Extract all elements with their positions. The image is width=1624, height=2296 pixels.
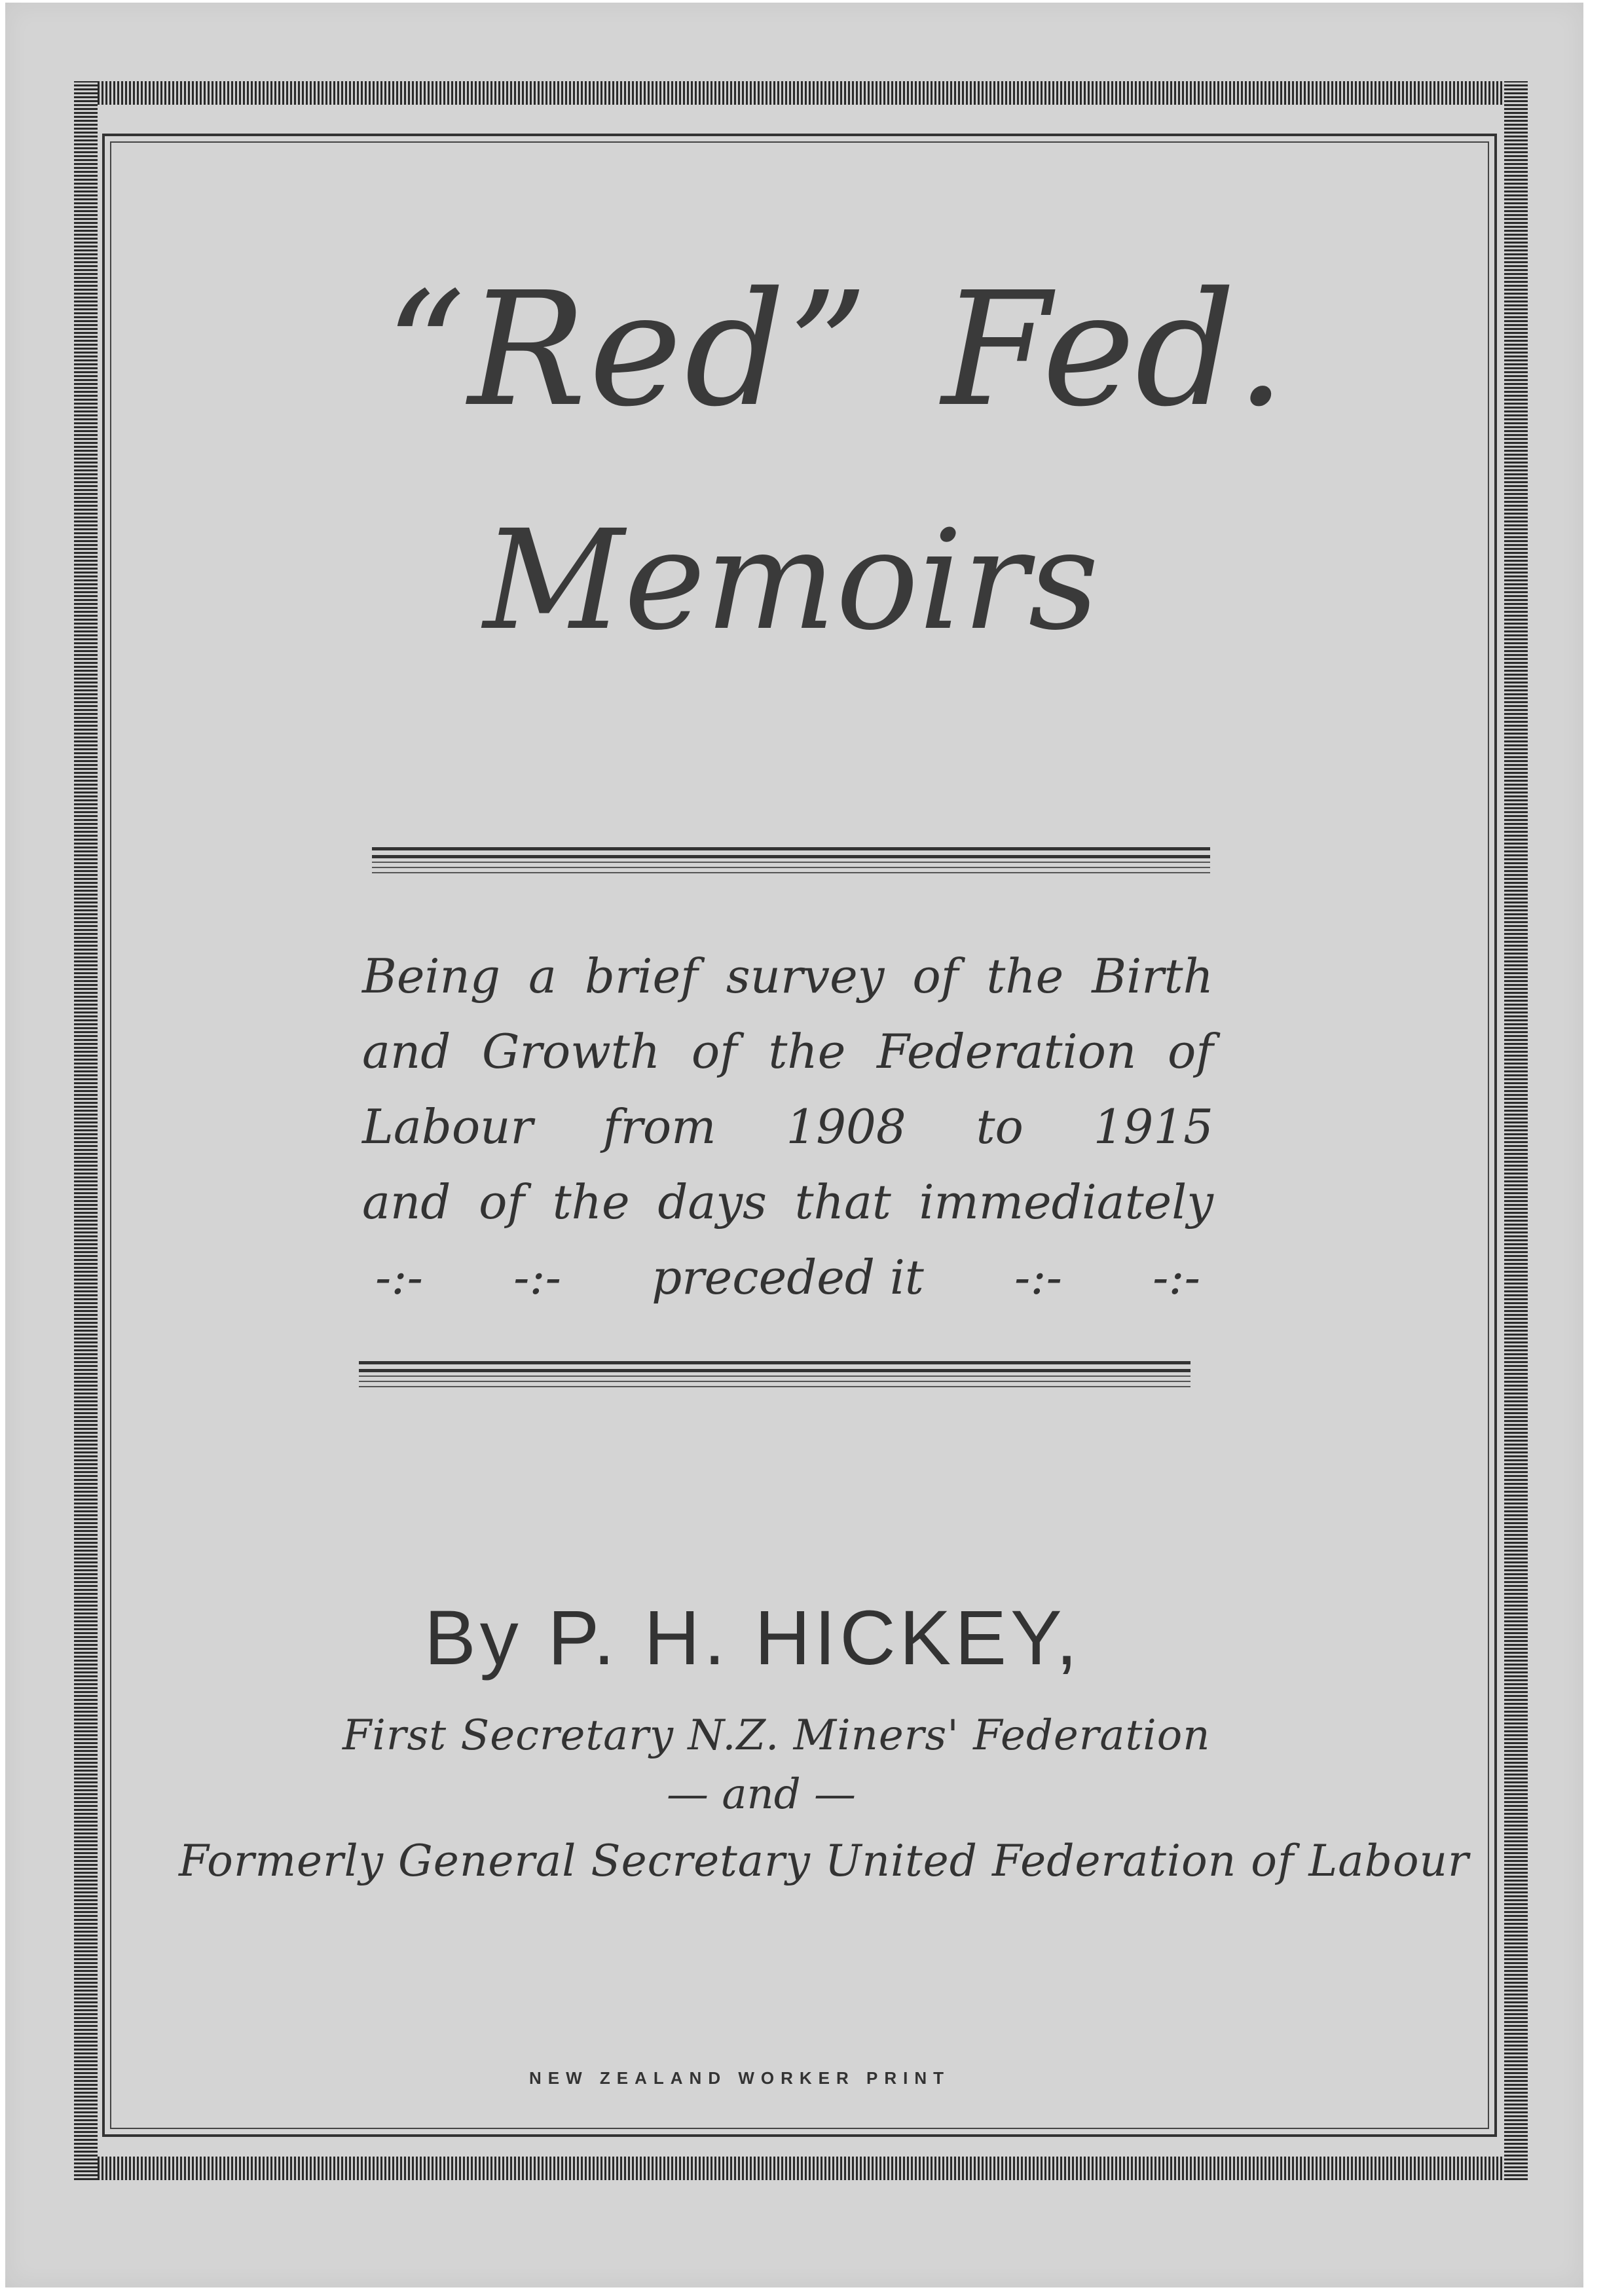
description-line-1 xyxy=(362,949,1213,1004)
description-word: brief xyxy=(584,949,698,1004)
author-byline: By P. H. HICKEY, xyxy=(424,1595,1082,1681)
description-word: days xyxy=(657,1175,767,1230)
description-word: immediately xyxy=(919,1175,1213,1230)
description-word: and xyxy=(362,1175,451,1230)
ornamental-border-left xyxy=(74,81,98,2180)
author-position-1: First Secretary N.Z. Miners' Federation xyxy=(342,1711,1211,1760)
decorative-rule-bottom xyxy=(359,1361,1190,1391)
description-line-5 xyxy=(362,1250,1213,1305)
author-position-2: Formerly General Secretary United Federation of Labour xyxy=(179,1836,1469,1886)
title-fed: Fed. xyxy=(942,258,1286,441)
description-word: that xyxy=(794,1175,891,1230)
description-line-2 xyxy=(362,1024,1213,1079)
and-separator: — and — xyxy=(667,1770,857,1819)
description-word: preceded it xyxy=(652,1250,924,1305)
description-word: the xyxy=(552,1175,630,1230)
printer-imprint: NEW ZEALAND WORKER PRINT xyxy=(529,2068,950,2088)
decorative-rule-top xyxy=(372,847,1210,877)
ornamental-border-bottom xyxy=(74,2157,1528,2180)
ornamental-border-right xyxy=(1504,81,1528,2180)
description-word: from xyxy=(602,1099,716,1154)
description-word: -:- xyxy=(1153,1250,1200,1305)
title-memoirs: Memoirs xyxy=(483,500,1099,661)
description-word: -:- xyxy=(1014,1250,1062,1305)
description-word: Federation xyxy=(876,1024,1137,1079)
description-word: a xyxy=(528,949,557,1004)
description-word: 1915 xyxy=(1093,1099,1213,1154)
description-word: -:- xyxy=(375,1250,423,1305)
description-word: of xyxy=(912,949,959,1004)
description-word: the xyxy=(986,949,1064,1004)
description-word: and xyxy=(362,1024,451,1079)
title-red: “Red” xyxy=(385,258,871,441)
description-word: to xyxy=(976,1099,1024,1154)
description-word: 1908 xyxy=(786,1099,906,1154)
description-word: Birth xyxy=(1092,949,1213,1004)
ornamental-border-top xyxy=(74,81,1528,105)
description-word: Being xyxy=(362,949,501,1004)
description-word: the xyxy=(768,1024,846,1079)
description-word: of xyxy=(479,1175,525,1230)
description-word: of xyxy=(1167,1024,1213,1079)
description-word: of xyxy=(691,1024,737,1079)
description-line-4 xyxy=(362,1175,1213,1230)
cover-paper xyxy=(5,3,1583,2287)
description-word: Labour xyxy=(362,1099,533,1154)
description-word: Growth xyxy=(482,1024,661,1079)
description-word: survey xyxy=(726,949,885,1004)
description-line-3 xyxy=(362,1099,1213,1154)
description-word: -:- xyxy=(513,1250,561,1305)
